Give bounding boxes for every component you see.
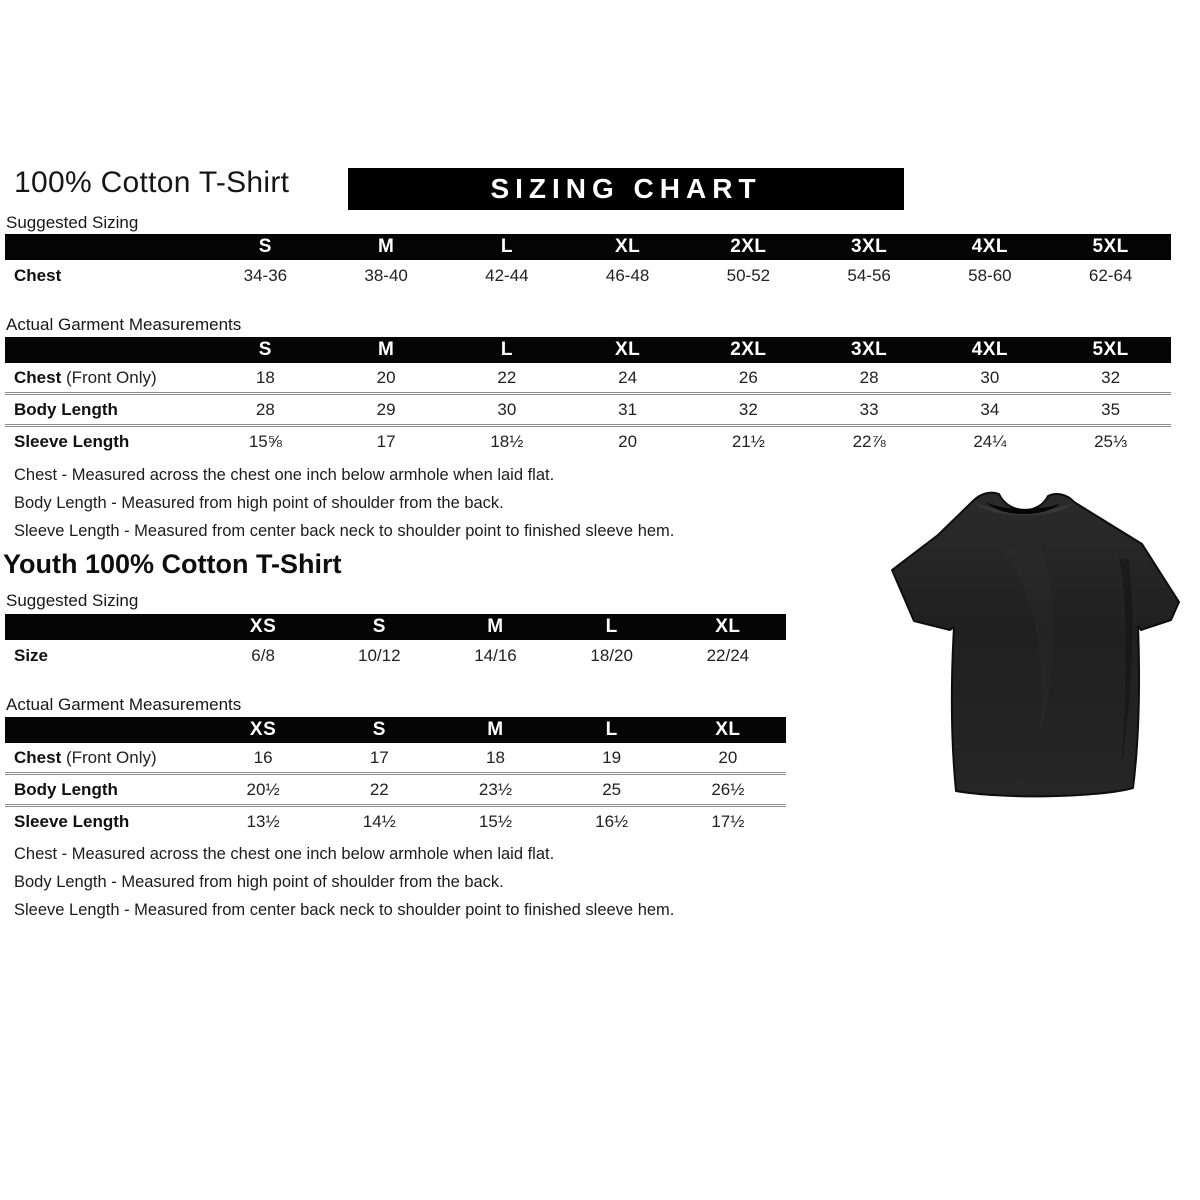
measurement-cell: 35 (1050, 394, 1171, 426)
row-label: Body Length (5, 394, 205, 426)
note-sleeve-length: Sleeve Length - Measured from center back neck to shoulder point to finished sleeve hem. (14, 522, 675, 540)
measurement-cell: 25 (554, 774, 670, 806)
measurement-cell: 42-44 (485, 266, 529, 285)
table-row (5, 363, 1171, 394)
column-header-xl: XL (670, 717, 786, 743)
column-header-5xl: 5XL (1050, 234, 1171, 260)
youth-section-title: Youth 100% Cotton T-Shirt (3, 549, 342, 579)
measurement-cell: 28 (205, 394, 326, 426)
note-chest: Chest - Measured across the chest one inch below armhole when laid flat. (14, 845, 555, 863)
measurement-cell: 14½ (321, 806, 437, 837)
column-header-5xl: 5XL (1050, 337, 1171, 363)
measurement-cell: 6/8 (251, 646, 275, 665)
measurement-cell: 17 (326, 426, 447, 457)
column-header-xl: XL (567, 234, 688, 260)
table-corner-cell (5, 234, 205, 260)
measurement-cell: 26½ (670, 774, 786, 806)
black-tshirt-image (889, 488, 1185, 806)
column-header-s: S (321, 614, 437, 640)
adult-actual-measurements-table (5, 337, 1171, 456)
sizing-chart-banner: SIZING CHART (348, 168, 904, 210)
youth-actual-measurements-table (5, 717, 786, 836)
table-row (5, 260, 1171, 292)
column-header-l: L (447, 234, 568, 260)
column-header-m: M (437, 717, 553, 743)
column-header-l: L (554, 614, 670, 640)
measurement-cell: 20 (376, 367, 396, 387)
column-header-4xl: 4XL (930, 234, 1051, 260)
column-header-xl: XL (567, 337, 688, 363)
table-corner-cell (5, 717, 205, 743)
measurement-cell: 20½ (205, 774, 321, 806)
column-header-xl: XL (670, 614, 786, 640)
measurement-cell: 20 (718, 747, 738, 767)
table-header-row (5, 614, 786, 640)
measurement-cell: 46-48 (605, 266, 650, 285)
measurement-cell: 28 (859, 367, 879, 387)
table-header-row (5, 717, 786, 743)
column-header-4xl: 4XL (930, 337, 1051, 363)
adult-actual-measurements-label: Actual Garment Measurements (6, 315, 242, 334)
column-header-m: M (326, 234, 447, 260)
measurement-cell: 18 (486, 747, 505, 767)
measurement-cell: 32 (1101, 367, 1121, 387)
table-row (5, 426, 1171, 457)
measurement-cell: 62-64 (1088, 266, 1133, 285)
measurement-cell: 22⅞ (809, 426, 930, 457)
measurement-cell: 31 (567, 394, 688, 426)
table-row (5, 774, 786, 806)
measurement-cell: 38-40 (364, 266, 408, 285)
measurement-cell: 17½ (670, 806, 786, 837)
column-header-3xl: 3XL (809, 234, 930, 260)
youth-suggested-sizing-label: Suggested Sizing (6, 591, 139, 610)
row-label: Chest (Front Only) (14, 747, 157, 767)
measurement-cell: 15⅝ (205, 426, 326, 457)
table-row (5, 743, 786, 774)
page-title: 100% Cotton T-Shirt (14, 166, 290, 199)
measurement-cell: 10/12 (358, 646, 401, 665)
measurement-cell: 16½ (554, 806, 670, 837)
column-header-s: S (205, 234, 326, 260)
table-row (5, 806, 786, 837)
column-header-l: L (554, 717, 670, 743)
adult-suggested-sizing-table (5, 234, 1171, 292)
youth-measurement-notes (14, 840, 674, 924)
measurement-cell: 18½ (447, 426, 568, 457)
measurement-cell: 16 (253, 747, 273, 767)
column-header-l: L (447, 337, 568, 363)
youth-actual-measurements-label: Actual Garment Measurements (6, 695, 242, 714)
column-header-m: M (326, 337, 447, 363)
row-label: Sleeve Length (5, 806, 205, 837)
measurement-cell: 34 (930, 394, 1051, 426)
measurement-cell: 22 (321, 774, 437, 806)
measurement-cell: 58-60 (968, 266, 1012, 285)
measurement-cell: 17 (369, 747, 389, 767)
adult-measurement-notes (14, 461, 674, 545)
column-header-m: M (437, 614, 553, 640)
column-header-xs: XS (205, 717, 321, 743)
table-row (5, 640, 786, 672)
measurement-cell: 23½ (437, 774, 553, 806)
measurement-cell: 29 (326, 394, 447, 426)
table-header-row (5, 234, 1171, 260)
measurement-cell: 25⅓ (1050, 426, 1171, 457)
table-corner-cell (5, 614, 205, 640)
measurement-cell: 19 (602, 747, 622, 767)
note-sleeve-length: Sleeve Length - Measured from center back neck to shoulder point to finished sleeve hem. (14, 901, 675, 919)
measurement-cell: 30 (980, 367, 1000, 387)
measurement-cell: 22/24 (706, 646, 750, 665)
measurement-cell: 32 (688, 394, 809, 426)
measurement-cell: 24 (618, 367, 638, 387)
measurement-cell: 34-36 (243, 266, 288, 285)
measurement-cell: 21½ (688, 426, 809, 457)
column-header-xs: XS (205, 614, 321, 640)
note-body-length: Body Length - Measured from high point of shoulder from the back. (14, 873, 504, 891)
column-header-2xl: 2XL (688, 337, 809, 363)
column-header-2xl: 2XL (688, 234, 809, 260)
note-chest: Chest - Measured across the chest one inch below armhole when laid flat. (14, 466, 555, 484)
measurement-cell: 33 (809, 394, 930, 426)
measurement-cell: 26 (738, 367, 758, 387)
row-label: Size (14, 646, 49, 665)
tshirt-body (892, 493, 1179, 797)
measurement-cell: 22 (497, 367, 517, 387)
measurement-cell: 24¼ (930, 426, 1051, 457)
measurement-cell: 20 (567, 426, 688, 457)
row-label: Sleeve Length (5, 426, 205, 457)
table-corner-cell (5, 337, 205, 363)
table-header-row (5, 337, 1171, 363)
table-row (5, 394, 1171, 426)
measurement-cell: 50-52 (726, 266, 771, 285)
column-header-s: S (205, 337, 326, 363)
tshirt-illustration (889, 488, 1185, 806)
youth-suggested-sizing-table (5, 614, 786, 672)
measurement-cell: 13½ (205, 806, 321, 837)
row-label: Chest (14, 266, 62, 285)
column-header-3xl: 3XL (809, 337, 930, 363)
note-body-length: Body Length - Measured from high point of shoulder from the back. (14, 494, 504, 512)
measurement-cell: 54-56 (847, 266, 891, 285)
measurement-cell: 30 (447, 394, 568, 426)
row-label: Chest (Front Only) (14, 367, 157, 387)
measurement-cell: 15½ (437, 806, 553, 837)
row-label: Body Length (5, 774, 205, 806)
measurement-cell: 14/16 (474, 646, 517, 665)
column-header-s: S (321, 717, 437, 743)
measurement-cell: 18/20 (590, 646, 633, 665)
adult-suggested-sizing-label: Suggested Sizing (6, 213, 139, 232)
measurement-cell: 18 (255, 367, 275, 387)
